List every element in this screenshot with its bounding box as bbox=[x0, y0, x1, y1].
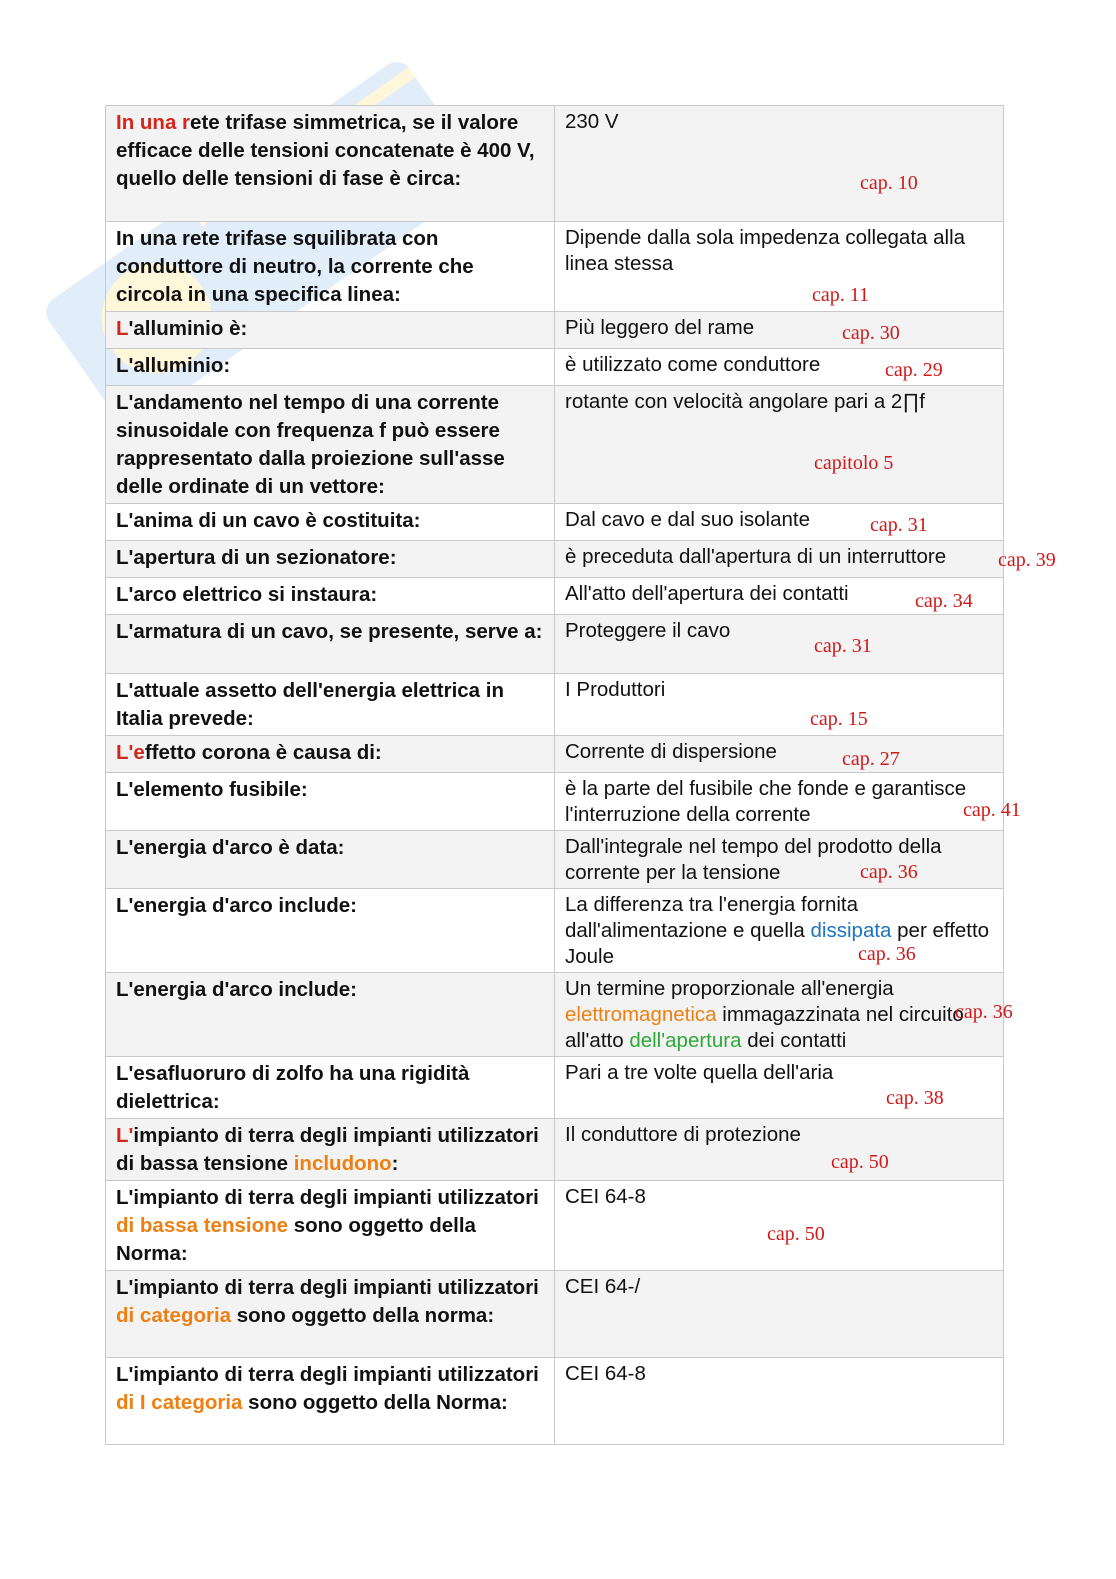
table-row bbox=[106, 1181, 1004, 1271]
chapter-ref: cap. 36 bbox=[860, 861, 918, 883]
answer-cell: CEI 64-8 cap. 50 bbox=[555, 1181, 1004, 1271]
answer-cell: 230 V cap. 10 bbox=[555, 106, 1004, 222]
answer-cell: CEI 64-8 bbox=[555, 1358, 1004, 1445]
answer-cell: è la parte del fusibile che fonde e garantisce l'interruzione della corrente cap. 41 bbox=[555, 773, 1004, 831]
table-row bbox=[106, 1271, 1004, 1358]
question-cell: L'arco elettrico si instaura: bbox=[106, 578, 555, 615]
question-cell: L'impianto di terra degli impianti utilizzatori di bassa tensione includono: bbox=[106, 1119, 555, 1181]
chapter-ref: cap. 29 bbox=[885, 359, 943, 381]
table-row bbox=[106, 736, 1004, 773]
chapter-ref: cap. 36 bbox=[955, 1001, 1013, 1023]
chapter-ref: cap. 50 bbox=[767, 1223, 825, 1245]
chapter-ref: cap. 11 bbox=[812, 284, 870, 306]
question-cell: L'anima di un cavo è costituita: bbox=[106, 504, 555, 541]
answer-cell: CEI 64-/ bbox=[555, 1271, 1004, 1358]
chapter-ref: cap. 34 bbox=[915, 590, 973, 612]
question-cell: L'attuale assetto dell'energia elettrica in Italia prevede: bbox=[106, 674, 555, 736]
table-row bbox=[106, 773, 1004, 831]
question-cell: L'andamento nel tempo di una corrente sinusoidale con frequenza f può essere rappresentato dalla proiezione sull'asse delle ordinate di un vettore: bbox=[106, 386, 555, 504]
table-row bbox=[106, 386, 1004, 504]
quiz-table bbox=[105, 105, 1056, 1445]
table-row bbox=[106, 1119, 1004, 1181]
question-cell: L'esafluoruro di zolfo ha una rigidità dielettrica: bbox=[106, 1057, 555, 1119]
table-row bbox=[106, 578, 1004, 615]
answer-cell: Proteggere il cavo cap. 31 bbox=[555, 615, 1004, 674]
table-row bbox=[106, 222, 1004, 312]
question-cell: L'impianto di terra degli impianti utilizzatori di I categoria sono oggetto della Norma: bbox=[106, 1358, 555, 1445]
chapter-ref: cap. 27 bbox=[842, 748, 900, 770]
chapter-ref: cap. 50 bbox=[831, 1151, 889, 1173]
question-cell: L'energia d'arco è data: bbox=[106, 831, 555, 889]
table-row bbox=[106, 504, 1004, 541]
question-cell: L'alluminio è: bbox=[106, 312, 555, 349]
answer-cell: è utilizzato come conduttore cap. 29 bbox=[555, 349, 1004, 386]
question-cell: In una rete trifase squilibrata con conduttore di neutro, la corrente che circola in una specifica linea: bbox=[106, 222, 555, 312]
answer-cell: è preceduta dall'apertura di un interruttore cap. 39 bbox=[555, 541, 1004, 578]
question-cell: L'energia d'arco include: bbox=[106, 973, 555, 1057]
chapter-ref: cap. 10 bbox=[860, 172, 918, 194]
chapter-ref: cap. 38 bbox=[886, 1087, 944, 1109]
chapter-ref: cap. 31 bbox=[870, 514, 928, 536]
question-cell: L'effetto corona è causa di: bbox=[106, 736, 555, 773]
answer-cell: Pari a tre volte quella dell'aria cap. 38 bbox=[555, 1057, 1004, 1119]
table-row bbox=[106, 973, 1004, 1057]
table-row bbox=[106, 106, 1004, 222]
answer-cell: La differenza tra l'energia fornita dall'alimentazione e quella dissipata per effetto Joule cap. 36 bbox=[555, 889, 1004, 973]
answer-cell: I Produttori cap. 15 bbox=[555, 674, 1004, 736]
question-cell: L'apertura di un sezionatore: bbox=[106, 541, 555, 578]
answer-cell: Un termine proporzionale all'energia elettromagnetica immagazzinata nel circuito all'atto dell'apertura dei contatti cap. 36 bbox=[555, 973, 1004, 1057]
table-row bbox=[106, 349, 1004, 386]
table-row bbox=[106, 889, 1004, 973]
chapter-ref: capitolo 5 bbox=[814, 452, 894, 474]
question-cell: L'impianto di terra degli impianti utilizzatori di bassa tensione sono oggetto della Norma: bbox=[106, 1181, 555, 1271]
table-row bbox=[106, 312, 1004, 349]
chapter-ref: cap. 30 bbox=[842, 322, 900, 344]
table-row bbox=[106, 1358, 1004, 1445]
answer-cell: Il conduttore di protezione cap. 50 bbox=[555, 1119, 1004, 1181]
table-row bbox=[106, 615, 1004, 674]
question-cell: L'armatura di un cavo, se presente, serve a: bbox=[106, 615, 555, 674]
chapter-ref: cap. 15 bbox=[810, 708, 868, 730]
question-cell: In una rete trifase simmetrica, se il valore efficace delle tensioni concatenate è 400 V, quello delle tensioni di fase è circa: bbox=[106, 106, 555, 222]
question-cell: L'elemento fusibile: bbox=[106, 773, 555, 831]
answer-cell: Dall'integrale nel tempo del prodotto della corrente per la tensione cap. 36 bbox=[555, 831, 1004, 889]
answer-cell: Più leggero del rame cap. 30 bbox=[555, 312, 1004, 349]
table-row bbox=[106, 674, 1004, 736]
question-cell: L'impianto di terra degli impianti utilizzatori di categoria sono oggetto della norma: bbox=[106, 1271, 555, 1358]
answer-cell: Dipende dalla sola impedenza collegata alla linea stessa cap. 11 bbox=[555, 222, 1004, 312]
chapter-ref: cap. 41 bbox=[963, 799, 1021, 821]
answer-cell: Dal cavo e dal suo isolante cap. 31 bbox=[555, 504, 1004, 541]
answer-cell: rotante con velocità angolare pari a 2∏f capitolo 5 bbox=[555, 386, 1004, 504]
table-row bbox=[106, 831, 1004, 889]
table-row bbox=[106, 1057, 1004, 1119]
chapter-ref: cap. 36 bbox=[858, 943, 916, 965]
answer-cell: Corrente di dispersione cap. 27 bbox=[555, 736, 1004, 773]
table-row bbox=[106, 541, 1004, 578]
question-cell: L'energia d'arco include: bbox=[106, 889, 555, 973]
question-cell: L'alluminio: bbox=[106, 349, 555, 386]
chapter-ref: cap. 31 bbox=[814, 635, 872, 657]
answer-cell: All'atto dell'apertura dei contatti cap. 34 bbox=[555, 578, 1004, 615]
chapter-ref: cap. 39 bbox=[998, 549, 1056, 571]
